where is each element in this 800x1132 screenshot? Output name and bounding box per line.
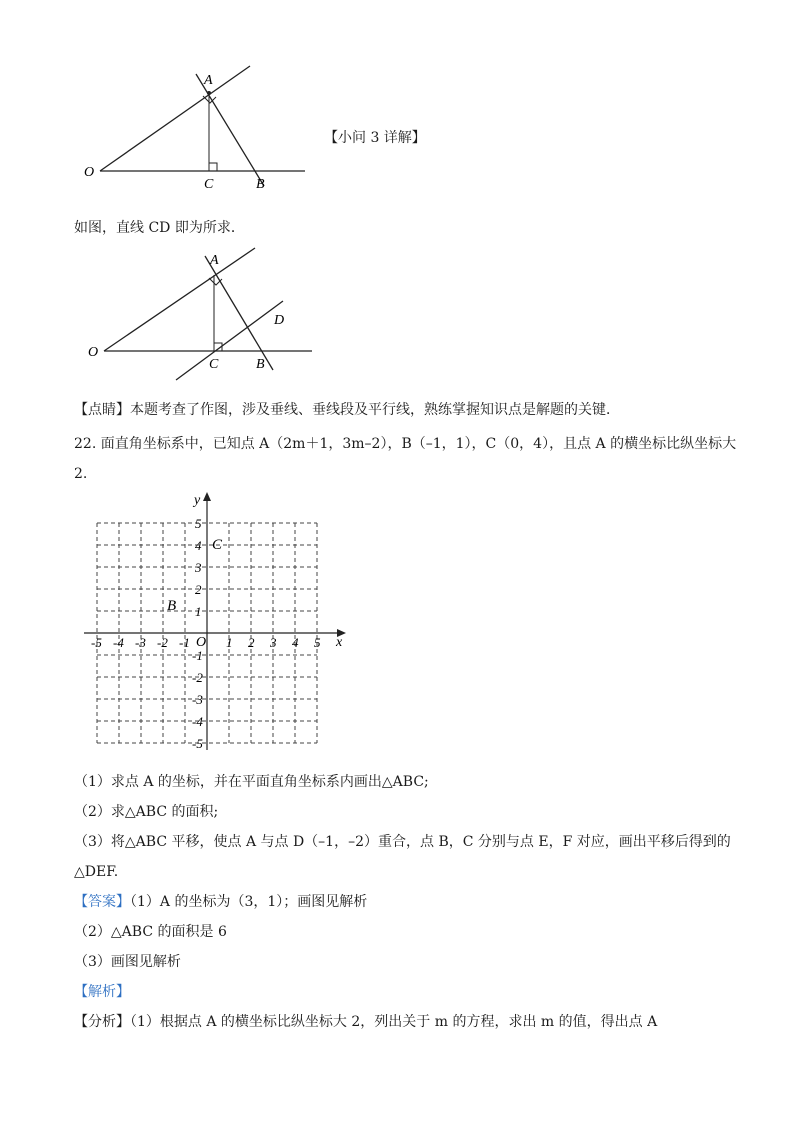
fenxi-line: 【分析】（1）根据点 A 的横坐标比纵坐标大 2，列出关于 m 的方程，求出 m 的值，得出点 A — [74, 1014, 658, 1030]
y-axis-arrow — [203, 492, 211, 501]
answer-tag: 【答案】 — [74, 894, 130, 910]
point-b-label: B — [167, 598, 177, 614]
line-cd — [176, 301, 283, 380]
x-tick-label: 3 — [270, 635, 277, 650]
label-a-2: A — [210, 253, 219, 268]
line-ab — [196, 74, 264, 186]
comment-text: 【点睛】本题考查了作图，涉及垂线、垂线段及平行线，熟练掌握知识点是解题的关键． — [74, 402, 620, 418]
ray-oa — [100, 66, 250, 171]
label-a: A — [204, 73, 213, 88]
answer-2: （2）△ABC 的面积是 6 — [74, 924, 227, 940]
analysis-tag: 【解析】 — [74, 984, 130, 1000]
figure-parallel-cd — [70, 240, 330, 390]
question-22-line2: 2. — [74, 466, 88, 482]
x-tick-label: 1 — [226, 635, 233, 650]
answer-3: （3）画图见解析 — [74, 954, 181, 970]
right-angle-mark-c — [209, 163, 217, 171]
y-tick-label: 1 — [195, 604, 202, 619]
y-tick-label: -5 — [192, 736, 203, 751]
point-a-dot — [207, 91, 211, 95]
origin-label: O — [196, 635, 207, 650]
x-tick-label: 2 — [248, 635, 255, 650]
y-tick-label: 5 — [195, 516, 202, 531]
x-axis-label: x — [336, 635, 343, 650]
label-o: O — [84, 165, 95, 180]
part-1: （1）求点 A 的坐标，并在平面直角坐标系内画出△ABC; — [74, 774, 429, 790]
y-axis-label: y — [194, 493, 201, 508]
label-o-2: O — [88, 345, 99, 360]
part-3-line2: △DEF. — [74, 864, 119, 880]
y-tick-label: -2 — [192, 670, 203, 685]
sentence-cd: 如图，直线 CD 即为所求． — [74, 220, 245, 236]
y-tick-label: -3 — [192, 692, 203, 707]
x-tick-label: -2 — [157, 635, 168, 650]
x-tick-label: -4 — [113, 635, 124, 650]
ray-oa-2 — [104, 248, 255, 351]
point-c-label: C — [212, 537, 223, 553]
label-d-2: D — [274, 313, 285, 328]
figure-perpendicular — [70, 58, 320, 198]
label-c-2: C — [209, 357, 219, 372]
label-b: B — [256, 177, 265, 192]
x-tick-label: -1 — [179, 635, 190, 650]
question-22-line1: 22. 面直角坐标系中，已知点 A（2m＋1，3m–2），B（–1，1），C（0，4），且点 A 的横坐标比纵坐标大 — [74, 436, 737, 452]
answer-1: （1）A 的坐标为（3，1）；画图见解析 — [130, 894, 368, 910]
part-3-line1: （3）将△ABC 平移，使点 A 与点 D（–1，–2）重合，点 B，C 分别与点 E，F 对应，画出平移后得到的 — [74, 834, 731, 850]
label-b-2: B — [256, 357, 265, 372]
part-2: （2）求△ABC 的面积; — [74, 804, 219, 820]
x-tick-label: -5 — [91, 635, 102, 650]
x-tick-label: 5 — [314, 635, 321, 650]
y-tick-label: -4 — [192, 714, 203, 729]
coordinate-grid — [70, 488, 360, 758]
label-c: C — [204, 177, 214, 192]
y-tick-label: 2 — [195, 582, 202, 597]
y-tick-label: -1 — [192, 648, 203, 663]
sub3-heading: 【小问 3 详解】 — [324, 130, 426, 146]
answer-line-1 — [74, 892, 367, 912]
x-tick-label: -3 — [135, 635, 146, 650]
right-angle-mark-a-2 — [209, 278, 222, 285]
line-ab-2 — [205, 256, 273, 370]
x-tick-label: 4 — [292, 635, 299, 650]
y-tick-label: 3 — [195, 560, 202, 575]
y-tick-label: 4 — [195, 538, 202, 553]
